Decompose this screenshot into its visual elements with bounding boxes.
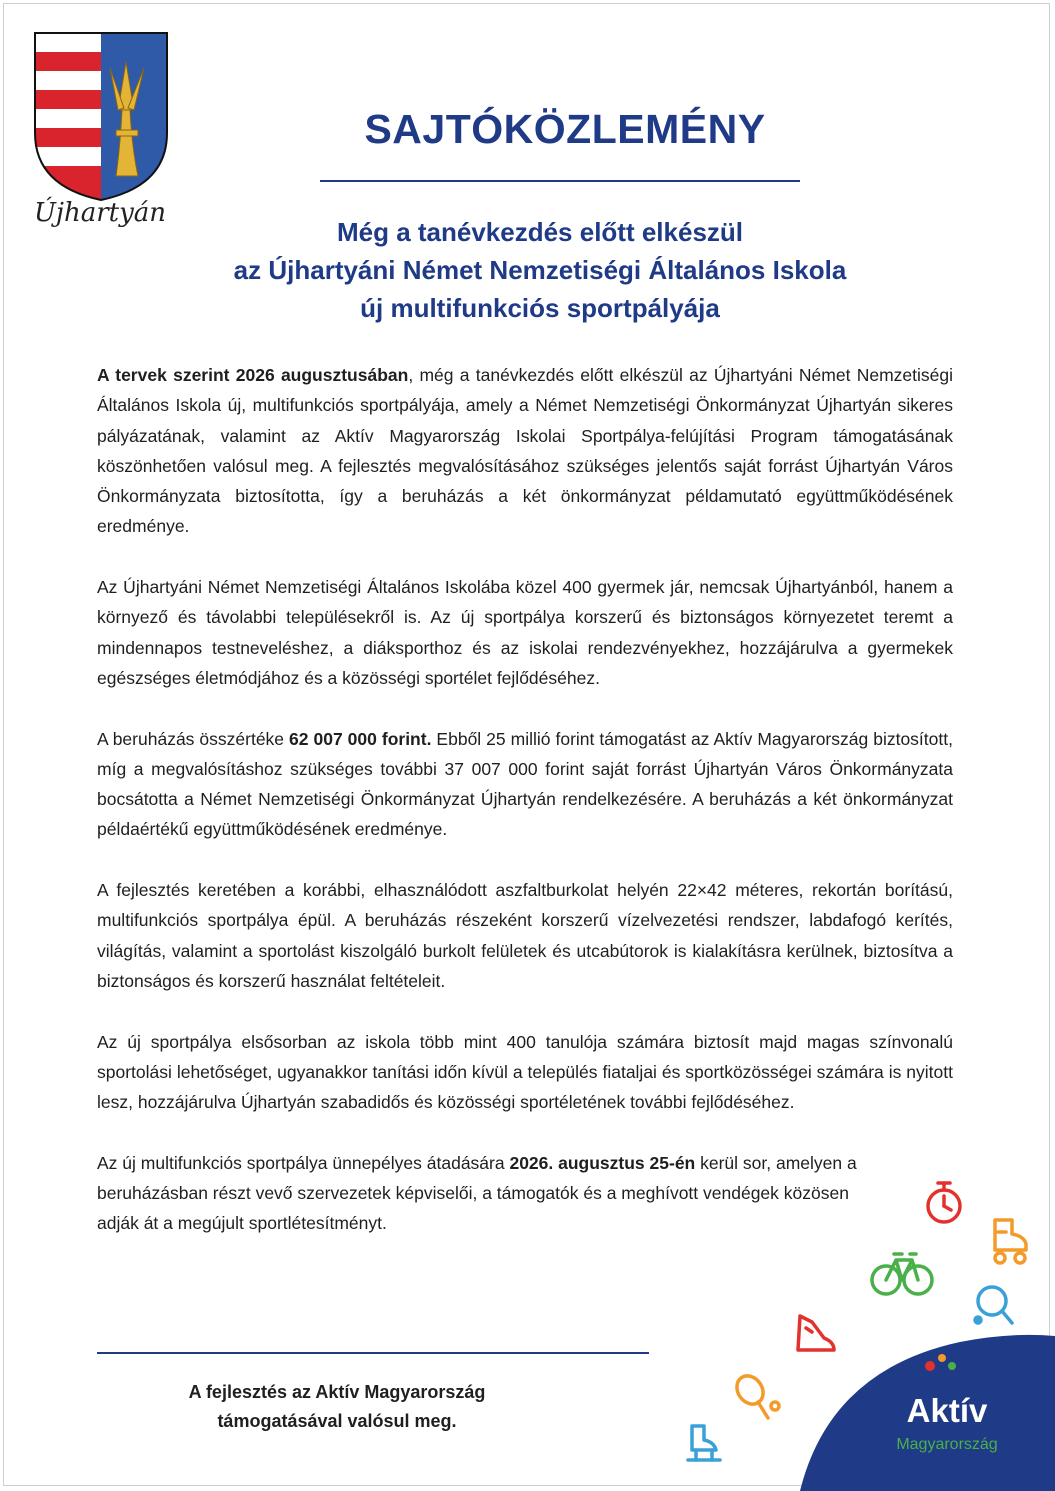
sneaker-icon	[798, 1316, 834, 1350]
ice-skate-icon	[688, 1426, 720, 1460]
subtitle-line: Még a tanévkezdés előtt elkészül	[336, 217, 744, 247]
town-name: Újhartyán	[33, 198, 167, 228]
footer-note	[97, 1378, 577, 1436]
paragraph-1-bold: A tervek szerint 2026 augusztusában	[97, 365, 409, 385]
paragraph-2: Az Újhartyáni Német Nemzetiségi Általános Iskolába közel 400 gyermek jár, nemcsak Újhartyánból, hanem a környező és távolabbi településekről is. Az új sportpálya korszerű és biztonságos környezetet teremt a mindennapos testneveléshez, a diáksporthoz és az iskolai rendezvényekhez, hozzájárulva a gyermekek egészséges életmódjához és a közösségi sportélet fejlődéséhez.	[97, 577, 953, 688]
footer-line: támogatásával valósul meg.	[217, 1411, 457, 1431]
footer-line: A fejlesztés az Aktív Magyarország	[188, 1382, 486, 1402]
subtitle	[160, 213, 920, 327]
subtitle-line: új multifunkciós sportpályája	[360, 293, 720, 323]
brand-subtitle: Magyarország	[896, 1436, 998, 1453]
page-title: SAJTÓKÖZLEMÉNY	[364, 106, 766, 152]
tennis-racket-icon	[732, 1371, 779, 1418]
subtitle-line: az Újhartyáni Német Nemzetiségi Általános Iskola	[233, 255, 847, 285]
press-release-body	[97, 360, 953, 1269]
paragraph-6-text-a: Az új multifunkciós sportpálya ünnepélyes átadására	[97, 1152, 510, 1173]
paragraph-6-text-b: kerül sor, amelyen a beruházásban részt vevő szervezetek képviselői, a támogatók és a meghívott vendégek közösen adják át a megújult sportlétesítményt.	[97, 1152, 857, 1234]
paragraph-1	[97, 360, 953, 542]
stopwatch-icon	[928, 1183, 960, 1222]
paragraph-1-text: , még a tanévkezdés előtt elkészül az Újhartyáni Német Nemzetiségi Általános Iskola új, multifunkciós sportpályája, amely a Német Nemzetiségi Önkormányzat Újhartyán sikeres pályázatának, valamint az Aktív Magyarország Iskolai Sportpálya-felújítási Program támogatásának köszönhetően valósul meg. A fejlesztés megvalósításához szükséges jelentős saját forrást Újhartyán Város Önkormányzata biztosította, így a beruházás a két önkormányzat példamutató együttműködésének eredménye.	[97, 365, 953, 537]
paragraph-3	[97, 724, 953, 845]
footer-divider	[97, 1352, 649, 1354]
paragraph-3-bold: 62 007 000 forint.	[289, 728, 432, 749]
paragraph-3-text-b: Ebből 25 millió forint támogatást az Aktív Magyarország biztosított, míg a megvalósításhoz szükséges további 37 007 000 forint saját forrást Újhartyán Város Önkormányzata bocsátotta a Német Nemzetiségi Önkormányzat Újhartyán rendelkezésére. A beruházás a két önkormányzat példaértékű együttműködésének eredménye.	[97, 728, 953, 840]
paragraph-3-text-a: A beruházás összértéke	[97, 728, 290, 749]
ping-pong-icon	[975, 1287, 1012, 1323]
brand-name: Aktív	[906, 1392, 988, 1429]
roller-skate-icon	[995, 1220, 1026, 1263]
title-divider	[320, 180, 800, 182]
paragraph-4: A fejlesztés keretében a korábbi, elhasználódott aszfaltburkolat helyén 22×42 méteres, rekortán borítású, multifunkciós sportpálya épül. A beruházás részeként korszerű vízelvezetési rendszer, labdafogó kerítés, világítás, valamint a sportolást kiszolgáló burkolt felületek és utcabútorok is kialakításra kerülnek, biztosítva a biztonságos és korszerű használat feltételeit.	[97, 880, 953, 991]
paragraph-6-bold: 2026. augusztus 25-én	[509, 1152, 696, 1173]
paragraph-5: Az új sportpálya elsősorban az iskola több mint 400 tanulója számára biztosít majd magas színvonalú sportolási lehetőséget, ugyanakkor tanítási időn kívül a település fiataljai és sportközösségei számára is nyitott lesz, hozzájárulva Újhartyán szabadidős és közösségi sportéletének további fejlődéséhez.	[97, 1031, 953, 1113]
bicycle-icon	[872, 1254, 932, 1294]
coat-of-arms	[30, 28, 170, 268]
